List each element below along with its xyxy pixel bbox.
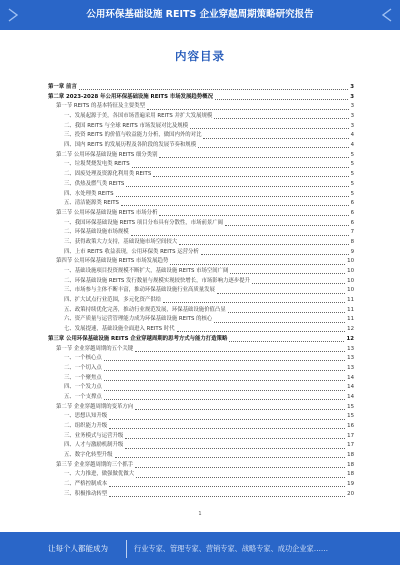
toc-entry-title: 第一节 REITS 的基本特征及主要类型 <box>56 103 145 110</box>
toc-dot-leader <box>109 486 345 487</box>
toc-entry-title: 三、积极推动转型 <box>64 490 108 497</box>
toc-dot-leader <box>109 419 345 420</box>
toc-entry[interactable] <box>48 364 354 374</box>
footer-slogan: 让每个人都能成为 <box>48 544 108 553</box>
toc-entry-page: 11 <box>347 306 354 313</box>
toc-entry-page: 5 <box>350 180 354 187</box>
toc-entry[interactable] <box>48 286 354 296</box>
toc-dot-leader <box>159 157 348 158</box>
toc-dot-leader <box>132 167 349 168</box>
toc-entry[interactable] <box>48 257 354 267</box>
toc-dot-leader <box>104 390 345 391</box>
toc-entry-title: 五、政策持续优化完善，推动行业规范发展，环保基础设施价值凸显 <box>64 306 226 313</box>
toc-entry-title: 第三节 公用环保基础设施 REITS 市场分析 <box>56 209 158 216</box>
toc-dot-leader <box>229 341 344 342</box>
toc-entry-title: 一、基础设施项目投资规模不断扩大，基础设施 REITS 市场空间广阔 <box>64 268 229 275</box>
toc-dot-leader <box>126 186 348 187</box>
toc-dot-leader <box>135 351 345 352</box>
toc-entry[interactable] <box>48 374 354 384</box>
toc-dot-leader <box>135 467 345 468</box>
toc-entry-title: 二、固废处理及资源化利用类 REITS <box>64 171 152 178</box>
toc-entry[interactable] <box>48 345 354 355</box>
toc-dot-leader <box>131 235 349 236</box>
toc-dot-leader <box>217 293 345 294</box>
toc-entry-title: 第一节 企业穿越周期的五个关键 <box>56 345 134 352</box>
toc-entry-title: 五、一个支撑点 <box>64 393 102 400</box>
toc-entry-page: 3 <box>350 93 354 100</box>
toc-entry[interactable] <box>48 316 354 326</box>
toc-entry-title: 第二节 企业穿越周期的变革方向 <box>56 403 134 410</box>
toc-entry-title: 一、一个核心点 <box>64 355 102 362</box>
toc-entry-title: 四、上市 REITS 收益表现，公用环保类 REITS 运营分析 <box>64 248 199 255</box>
toc-entry-title: 一、垃圾焚烧发电类 REITS <box>64 161 130 168</box>
toc-entry[interactable] <box>48 412 354 422</box>
toc-entry-title: 一、我国环保基础设施 REITS 项目分布具有分散性，市场前景广阔 <box>64 219 224 226</box>
toc-entry-page: 20 <box>347 490 354 497</box>
toc-entry[interactable] <box>48 219 354 229</box>
toc-entry-page: 17 <box>347 432 354 439</box>
toc-entry[interactable] <box>48 122 354 132</box>
toc-entry-page: 6 <box>350 219 354 226</box>
toc-entry-title: 五、数字化转型升级 <box>64 452 113 459</box>
toc-dot-leader <box>170 264 345 265</box>
toc-entry[interactable] <box>48 441 354 451</box>
toc-entry-title: 第四节 公用环保基础设施 REITS 市场发展趋势 <box>56 258 169 265</box>
toc-dot-leader <box>153 176 348 177</box>
toc-entry-title: 三、供热及燃气类 REITS <box>64 180 125 187</box>
toc-entry[interactable] <box>48 190 354 200</box>
toc-dot-leader <box>198 147 348 148</box>
toc-entry-page: 5 <box>350 190 354 197</box>
toc-entry-page: 14 <box>347 393 354 400</box>
toc-dot-leader <box>230 273 345 274</box>
toc-entry[interactable] <box>48 296 354 306</box>
toc-dot-leader <box>190 128 349 129</box>
toc-entry-title: 六、资产质量与运营管理能力成为环保基础设施 REITS 的核心 <box>64 316 213 323</box>
toc-entry-page: 3 <box>350 103 354 110</box>
toc-entry-page: 7 <box>350 229 354 236</box>
table-of-contents <box>48 83 354 503</box>
toc-entry[interactable] <box>48 180 354 190</box>
toc-entry[interactable] <box>48 199 354 209</box>
toc-entry-page: 12 <box>347 326 354 333</box>
toc-dot-leader <box>116 196 349 197</box>
toc-entry-page: 14 <box>347 374 354 381</box>
toc-dot-leader <box>136 477 345 478</box>
toc-dot-leader <box>214 118 348 119</box>
toc-entry-title: 第三节 企业穿越周期的三个抓手 <box>56 461 134 468</box>
toc-entry[interactable] <box>48 267 354 277</box>
toc-entry[interactable] <box>48 93 354 103</box>
toc-entry-title: 第三章 公用环保基础设施 REITS 企业穿越周期的思考方式与能力打造策略 <box>48 335 228 342</box>
toc-dot-leader <box>177 331 346 332</box>
toc-entry-title: 二、严格控制成本 <box>64 481 108 488</box>
toc-dot-leader <box>109 496 345 497</box>
toc-entry-page: 3 <box>350 83 354 90</box>
toc-entry-title: 四、扩大试点行业范围，多元化资产供给 <box>64 297 162 304</box>
toc-entry[interactable] <box>48 335 354 345</box>
toc-dot-leader <box>252 283 345 284</box>
toc-entry-page: 11 <box>347 297 354 304</box>
toc-dot-leader <box>104 399 345 400</box>
toc-dot-leader <box>121 205 349 206</box>
toc-entry[interactable] <box>48 451 354 461</box>
toc-entry-page: 16 <box>347 423 354 430</box>
toc-dot-leader <box>214 322 345 323</box>
toc-entry[interactable] <box>48 480 354 490</box>
toc-dot-leader <box>163 302 345 303</box>
toc-entry-page: 10 <box>347 258 354 265</box>
toc-dot-leader <box>109 428 345 429</box>
toc-entry[interactable] <box>48 306 354 316</box>
toc-entry[interactable] <box>48 170 354 180</box>
toc-entry-page: 6 <box>350 200 354 207</box>
toc-entry-page: 10 <box>347 287 354 294</box>
toc-entry-title: 三、获得政策大力支持，基础设施市场空间较大 <box>64 238 178 245</box>
toc-entry-page: 5 <box>350 171 354 178</box>
header-bar <box>0 0 400 30</box>
toc-entry-page: 11 <box>347 316 354 323</box>
toc-heading: 内容目录 <box>175 49 225 63</box>
toc-entry[interactable] <box>48 403 354 413</box>
toc-entry-page: 17 <box>347 442 354 449</box>
toc-entry-page: 4 <box>350 132 354 139</box>
toc-dot-leader <box>159 215 348 216</box>
toc-entry-page: 13 <box>347 364 354 371</box>
toc-entry[interactable] <box>48 354 354 364</box>
toc-dot-leader <box>104 380 345 381</box>
toc-entry-title: 第二章 2023-2028 年公用环保基础设施 REITS 市场发展趋势概况 <box>48 93 213 100</box>
toc-entry[interactable] <box>48 248 354 258</box>
footer-tagline: 行业专家、管理专家、营销专家、战略专家、成功企业家…… <box>134 544 329 553</box>
toc-entry-page: 5 <box>350 161 354 168</box>
toc-entry-page: 3 <box>350 113 354 120</box>
toc-entry[interactable] <box>48 461 354 471</box>
toc-entry[interactable] <box>48 112 354 122</box>
toc-entry-page: 18 <box>347 452 354 459</box>
toc-entry[interactable] <box>48 83 354 93</box>
toc-entry[interactable] <box>48 471 354 481</box>
toc-entry-page: 13 <box>347 345 354 352</box>
toc-entry[interactable] <box>48 161 354 171</box>
toc-entry-page: 3 <box>350 122 354 129</box>
toc-entry-page: 14 <box>347 384 354 391</box>
toc-entry-title: 三、业务模式与运营升级 <box>64 432 124 439</box>
toc-entry-page: 10 <box>347 268 354 275</box>
toc-dot-leader <box>228 312 345 313</box>
toc-entry-title: 五、清洁能源类 REITS <box>64 200 119 207</box>
toc-entry-page: 5 <box>350 151 354 158</box>
toc-entry[interactable] <box>48 432 354 442</box>
toc-entry-title: 四、国内 REITS 的发展历程及各阶段的发展节奏和规模 <box>64 142 197 149</box>
header-decoration-icon <box>382 8 392 22</box>
toc-dot-leader <box>225 225 349 226</box>
toc-entry-page: 8 <box>350 238 354 245</box>
toc-entry-title: 一、思想认知升级 <box>64 413 108 420</box>
toc-entry[interactable] <box>48 490 354 500</box>
toc-dot-leader <box>201 254 349 255</box>
toc-entry-title: 第二节 公用环保基础设施 REITS 细分类别 <box>56 151 158 158</box>
toc-entry-page: 18 <box>347 471 354 478</box>
toc-entry-title: 二、我国 REITS 与全球 REITS 市场发展对比及规模 <box>64 122 189 129</box>
toc-dot-leader <box>104 360 345 361</box>
toc-entry-page: 10 <box>347 277 354 284</box>
toc-entry-title: 二、环保基础设施市场规模 <box>64 229 129 236</box>
toc-entry-title: 四、水处理类 REITS <box>64 190 114 197</box>
toc-entry-page: 13 <box>347 355 354 362</box>
toc-entry-title: 三、市场参与主体不断丰富，推动环保基础设施行业高质量发展 <box>64 287 215 294</box>
toc-entry[interactable] <box>48 238 354 248</box>
toc-entry[interactable] <box>48 228 354 238</box>
toc-entry-title: 三、投资 REITS 的价值与收益能力分析，做国内外的对比 <box>64 132 202 139</box>
page-number: 1 <box>198 511 202 517</box>
toc-entry[interactable] <box>48 141 354 151</box>
toc-dot-leader <box>104 370 345 371</box>
toc-entry-page: 15 <box>347 413 354 420</box>
toc-entry[interactable] <box>48 209 354 219</box>
toc-entry-title: 二、一个切入点 <box>64 364 102 371</box>
toc-entry-title: 七、发展提速，基础设施全面进入 REITS 时代 <box>64 326 175 333</box>
toc-entry[interactable] <box>48 131 354 141</box>
toc-entry[interactable] <box>48 325 354 335</box>
toc-dot-leader <box>79 89 348 90</box>
toc-dot-leader <box>179 244 348 245</box>
toc-entry-page: 12 <box>346 335 354 342</box>
toc-entry[interactable] <box>48 151 354 161</box>
footer-divider <box>126 540 127 558</box>
report-title: 公用环保基础设施 REITS 企业穿越周期策略研究报告 <box>86 9 314 20</box>
toc-entry-title: 二、环保基础设施 REITS 发行数量与规模实现较快增长，市场影响力逐步提升 <box>64 277 250 284</box>
toc-entry-title: 一、发展起源于美，各国市场普遍采用 REITS 并扩大发展规模 <box>64 113 213 120</box>
toc-dot-leader <box>115 457 346 458</box>
toc-dot-leader <box>135 409 345 410</box>
toc-entry-title: 四、人才与激励机制升级 <box>64 442 124 449</box>
toc-entry-page: 19 <box>347 481 354 488</box>
toc-entry[interactable] <box>48 102 354 112</box>
toc-entry-page: 6 <box>350 209 354 216</box>
toc-dot-leader <box>125 438 345 439</box>
toc-entry-page: 18 <box>347 461 354 468</box>
toc-entry-page: 15 <box>347 403 354 410</box>
toc-entry[interactable] <box>48 277 354 287</box>
toc-entry-title: 二、组织能力升级 <box>64 423 108 430</box>
toc-entry[interactable] <box>48 393 354 403</box>
toc-entry[interactable] <box>48 383 354 393</box>
toc-dot-leader <box>125 448 345 449</box>
toc-entry[interactable] <box>48 422 354 432</box>
toc-entry-title: 第一章 前言 <box>48 83 77 90</box>
toc-dot-leader <box>215 99 348 100</box>
toc-entry-title: 三、一个聚焦点 <box>64 374 102 381</box>
toc-dot-leader <box>203 138 348 139</box>
toc-entry-title: 一、大力推进，做强做优做大 <box>64 471 135 478</box>
toc-entry-page: 9 <box>350 248 354 255</box>
toc-entry-title: 四、一个发力点 <box>64 384 102 391</box>
toc-dot-leader <box>147 109 349 110</box>
toc-entry-page: 4 <box>350 142 354 149</box>
